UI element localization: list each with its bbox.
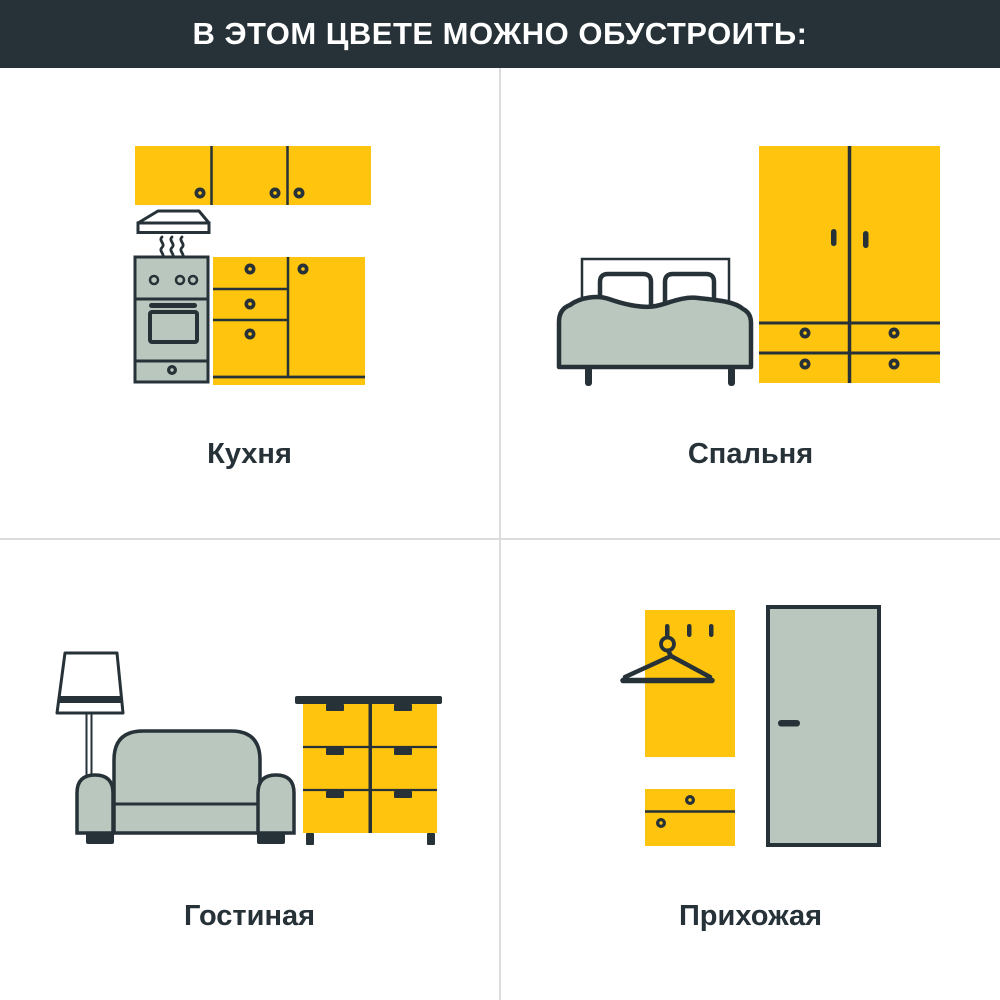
bedroom-label: Спальня <box>687 438 814 470</box>
wardrobe-handle <box>831 229 837 246</box>
cabinet-knob <box>298 264 309 275</box>
kitchen-base-cabinets <box>213 257 365 385</box>
wardrobe-icon <box>759 146 940 383</box>
drawer-handle <box>326 704 344 711</box>
coat-hook <box>687 624 692 637</box>
cabinet-knob <box>685 795 695 805</box>
sofa-leg <box>257 833 285 844</box>
shoe-cabinet-icon <box>645 789 735 846</box>
section-bedroom <box>501 68 1000 538</box>
section-kitchen <box>0 68 499 538</box>
cabinet-knob <box>270 188 281 199</box>
stove-icon <box>135 257 208 382</box>
cabinet-knob <box>294 188 305 199</box>
dresser-icon <box>295 696 442 845</box>
door-handle <box>778 720 800 727</box>
blanket <box>559 297 751 367</box>
sofa-leg <box>86 833 114 844</box>
dresser-top <box>295 696 442 704</box>
lamp-pole <box>87 712 92 776</box>
door-icon <box>768 607 879 845</box>
drawer-knob <box>245 329 256 340</box>
sofa-icon <box>77 731 294 844</box>
header-banner <box>0 0 1000 68</box>
rooms-grid <box>0 68 1000 1000</box>
drawer-knob <box>245 264 256 275</box>
range-hood-icon <box>138 211 209 258</box>
steam-squiggle <box>161 237 163 258</box>
drawer-knob <box>800 359 811 370</box>
bed-leg <box>728 367 735 386</box>
oven-handle <box>149 303 197 308</box>
hallway-label: Прихожая <box>678 900 823 932</box>
wardrobe-handle <box>863 231 869 248</box>
drawer-handle <box>394 791 412 798</box>
dresser-leg <box>427 833 435 845</box>
sofa-arm <box>77 775 113 833</box>
drawer-knob <box>889 328 900 339</box>
steam-squiggle <box>181 237 183 258</box>
drawer-knob <box>889 359 900 370</box>
drawer-handle <box>326 748 344 755</box>
drawer-knob <box>800 328 811 339</box>
coat-rack-panel <box>623 610 735 757</box>
drawer-knob <box>167 365 177 375</box>
bed-icon <box>559 259 751 386</box>
sofa-back <box>114 731 260 833</box>
section-living-room <box>0 540 499 1000</box>
dresser-leg <box>306 833 314 845</box>
lamp-shade <box>57 653 123 713</box>
kitchen-wall-cabinets <box>135 146 371 205</box>
drawer-knob <box>245 299 256 310</box>
cabinet-knob <box>195 188 206 199</box>
coat-hook <box>709 624 714 637</box>
kitchen-label: Кухня <box>207 438 292 470</box>
cabinet-knob <box>656 818 666 828</box>
drawer-handle <box>394 704 412 711</box>
steam-squiggle <box>171 237 173 258</box>
drawer-handle <box>326 791 344 798</box>
drawer-handle <box>394 748 412 755</box>
living-room-label: Гостиная <box>183 900 316 932</box>
coat-hook <box>665 624 670 637</box>
header-title: В ЭТОМ ЦВЕТЕ МОЖНО ОБУСТРОИТЬ: <box>192 16 808 51</box>
sofa-arm <box>258 775 294 833</box>
section-hallway <box>501 540 1000 1000</box>
bed-leg <box>585 367 592 386</box>
lamp-shade-band <box>59 696 122 703</box>
